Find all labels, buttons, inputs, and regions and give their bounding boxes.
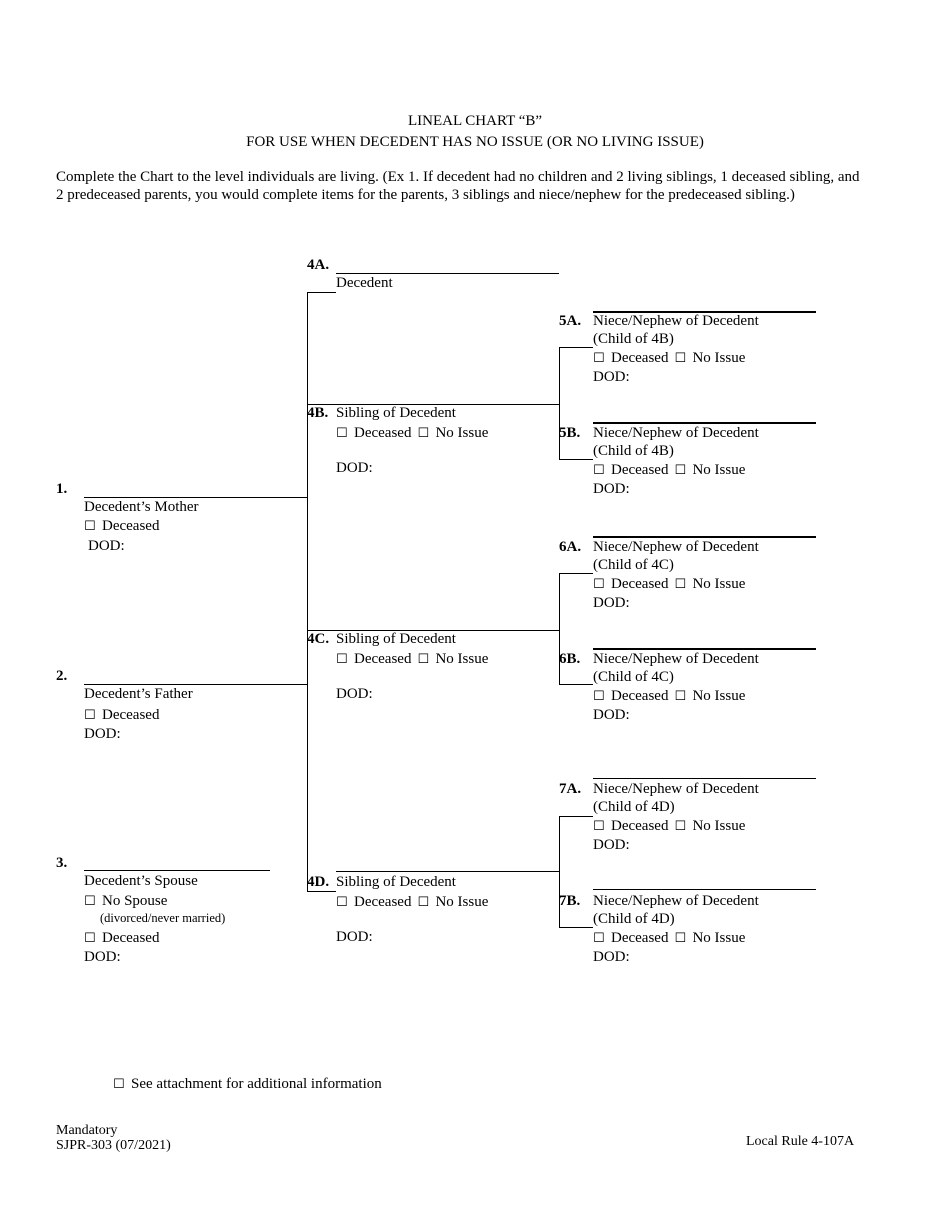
checkbox-icon[interactable]: ☐ — [336, 652, 348, 667]
checkbox-icon[interactable]: ☐ — [336, 895, 348, 910]
checkbox-icon[interactable]: ☐ — [336, 426, 348, 441]
niece-6b-status-options[interactable]: ☐ Deceased ☐ No Issue — [593, 688, 746, 704]
spouse-no-spouse-option[interactable]: ☐ No Spouse — [84, 893, 168, 909]
sibling-4c-status-options[interactable]: ☐ Deceased ☐ No Issue — [336, 651, 489, 667]
checkbox-icon[interactable]: ☐ — [84, 708, 96, 723]
checkbox-icon[interactable]: ☐ — [84, 519, 96, 534]
connector-line — [307, 292, 336, 293]
connector-line — [307, 891, 336, 892]
niece-7a-label: Niece/Nephew of Decedent — [593, 781, 759, 797]
sibling-4d-status-options[interactable]: ☐ Deceased ☐ No Issue — [336, 894, 489, 910]
sibling-4c-dod-label: DOD: — [336, 686, 373, 702]
checkbox-icon[interactable]: ☐ — [674, 689, 687, 704]
niece-6b-label: Niece/Nephew of Decedent — [593, 651, 759, 667]
item-number-6b: 6B. — [559, 651, 581, 667]
entry-line-7a[interactable] — [593, 778, 816, 779]
niece-5a-status-options[interactable]: ☐ Deceased ☐ No Issue — [593, 350, 746, 366]
connector-line — [559, 459, 593, 460]
entry-line-3[interactable] — [84, 870, 270, 871]
instructions-line-1: Complete the Chart to the level individuals are living. (Ex 1. If decedent had no children and 2 living siblings, 1 deceased sibling, and — [56, 169, 860, 185]
father-label: Decedent’s Father — [84, 686, 193, 702]
sibling-4b-label: Sibling of Decedent — [336, 405, 456, 421]
checkbox-icon[interactable]: ☐ — [593, 463, 605, 478]
niece-7b-status-options[interactable]: ☐ Deceased ☐ No Issue — [593, 930, 746, 946]
niece-5a-label: Niece/Nephew of Decedent — [593, 313, 759, 329]
attachment-option[interactable]: ☐ See attachment for additional information — [113, 1076, 382, 1092]
niece-6a-label: Niece/Nephew of Decedent — [593, 539, 759, 555]
sibling-4b-status-options[interactable]: ☐ Deceased ☐ No Issue — [336, 425, 489, 441]
sibling-4d-label: Sibling of Decedent — [336, 874, 456, 890]
item-number-7b: 7B. — [559, 893, 581, 909]
form-subtitle: FOR USE WHEN DECEDENT HAS NO ISSUE (OR NO LIVING ISSUE) — [246, 134, 704, 150]
branch-line-4b — [559, 347, 560, 459]
niece-5b-dod-label: DOD: — [593, 481, 630, 497]
niece-6a-status-options[interactable]: ☐ Deceased ☐ No Issue — [593, 576, 746, 592]
sibling-4c-label: Sibling of Decedent — [336, 631, 456, 647]
connector-line — [559, 573, 593, 574]
connector-line — [559, 347, 593, 348]
niece-7b-child-of: (Child of 4D) — [593, 911, 675, 927]
connector-line — [559, 684, 593, 685]
niece-6b-child-of: (Child of 4C) — [593, 669, 674, 685]
item-number-2: 2. — [56, 668, 68, 684]
niece-7b-dod-label: DOD: — [593, 949, 630, 965]
checkbox-icon[interactable]: ☐ — [417, 652, 430, 667]
item-number-4c: 4C. — [307, 631, 330, 647]
instructions-line-2: 2 predeceased parents, you would complete items for the parents, 3 siblings and niece/nephew for the predeceased sibling.) — [56, 187, 795, 203]
item-number-4d: 4D. — [307, 874, 330, 890]
checkbox-icon[interactable]: ☐ — [593, 351, 605, 366]
connector-line — [559, 816, 593, 817]
father-deceased-option[interactable]: ☐ Deceased — [84, 707, 160, 723]
niece-5b-label: Niece/Nephew of Decedent — [593, 425, 759, 441]
checkbox-icon[interactable]: ☐ — [674, 577, 687, 592]
niece-7a-child-of: (Child of 4D) — [593, 799, 675, 815]
branch-line-4d — [559, 816, 560, 927]
sibling-4b-dod-label: DOD: — [336, 460, 373, 476]
checkbox-icon[interactable]: ☐ — [593, 819, 605, 834]
niece-5b-child-of: (Child of 4B) — [593, 443, 674, 459]
item-number-4b: 4B. — [307, 405, 329, 421]
spouse-deceased-option[interactable]: ☐ Deceased — [84, 930, 160, 946]
item-number-1: 1. — [56, 481, 68, 497]
sibling-4d-dod-label: DOD: — [336, 929, 373, 945]
item-number-5a: 5A. — [559, 313, 582, 329]
item-number-3: 3. — [56, 855, 68, 871]
main-trunk-line — [307, 292, 308, 891]
spouse-dod-label: DOD: — [84, 949, 121, 965]
checkbox-icon[interactable]: ☐ — [674, 351, 687, 366]
mother-dod-label: DOD: — [88, 538, 125, 554]
no-spouse-note: (divorced/never married) — [100, 911, 226, 925]
checkbox-icon[interactable]: ☐ — [593, 577, 605, 592]
item-number-5b: 5B. — [559, 425, 581, 441]
spouse-label: Decedent’s Spouse — [84, 873, 198, 889]
item-number-7a: 7A. — [559, 781, 582, 797]
footer-form-id: SJPR-303 (07/2021) — [56, 1138, 171, 1153]
mother-deceased-option[interactable]: ☐ Deceased — [84, 518, 160, 534]
item-number-4a: 4A. — [307, 257, 330, 273]
checkbox-icon[interactable]: ☐ — [674, 931, 687, 946]
checkbox-icon[interactable]: ☐ — [674, 463, 687, 478]
niece-5a-child-of: (Child of 4B) — [593, 331, 674, 347]
checkbox-icon[interactable]: ☐ — [113, 1077, 125, 1092]
checkbox-icon[interactable]: ☐ — [674, 819, 687, 834]
checkbox-icon[interactable]: ☐ — [593, 931, 605, 946]
footer-mandatory: Mandatory — [56, 1123, 118, 1138]
niece-7a-status-options[interactable]: ☐ Deceased ☐ No Issue — [593, 818, 746, 834]
niece-6a-child-of: (Child of 4C) — [593, 557, 674, 573]
form-title: LINEAL CHART “B” — [407, 113, 543, 129]
item-number-6a: 6A. — [559, 539, 582, 555]
niece-6b-dod-label: DOD: — [593, 707, 630, 723]
checkbox-icon[interactable]: ☐ — [84, 894, 96, 909]
niece-6a-dod-label: DOD: — [593, 595, 630, 611]
niece-5a-dod-label: DOD: — [593, 369, 630, 385]
decedent-label: Decedent — [336, 275, 393, 291]
footer-local-rule: Local Rule 4-107A — [746, 1134, 855, 1149]
father-dod-label: DOD: — [84, 726, 121, 742]
checkbox-icon[interactable]: ☐ — [417, 426, 430, 441]
entry-line-4d[interactable] — [336, 871, 559, 872]
niece-5b-status-options[interactable]: ☐ Deceased ☐ No Issue — [593, 462, 746, 478]
niece-7a-dod-label: DOD: — [593, 837, 630, 853]
niece-7b-label: Niece/Nephew of Decedent — [593, 893, 759, 909]
connector-line — [559, 927, 593, 928]
checkbox-icon[interactable]: ☐ — [417, 895, 430, 910]
checkbox-icon[interactable]: ☐ — [593, 689, 605, 704]
entry-line-7b[interactable] — [593, 889, 816, 890]
mother-label: Decedent’s Mother — [84, 499, 199, 515]
checkbox-icon[interactable]: ☐ — [84, 931, 96, 946]
